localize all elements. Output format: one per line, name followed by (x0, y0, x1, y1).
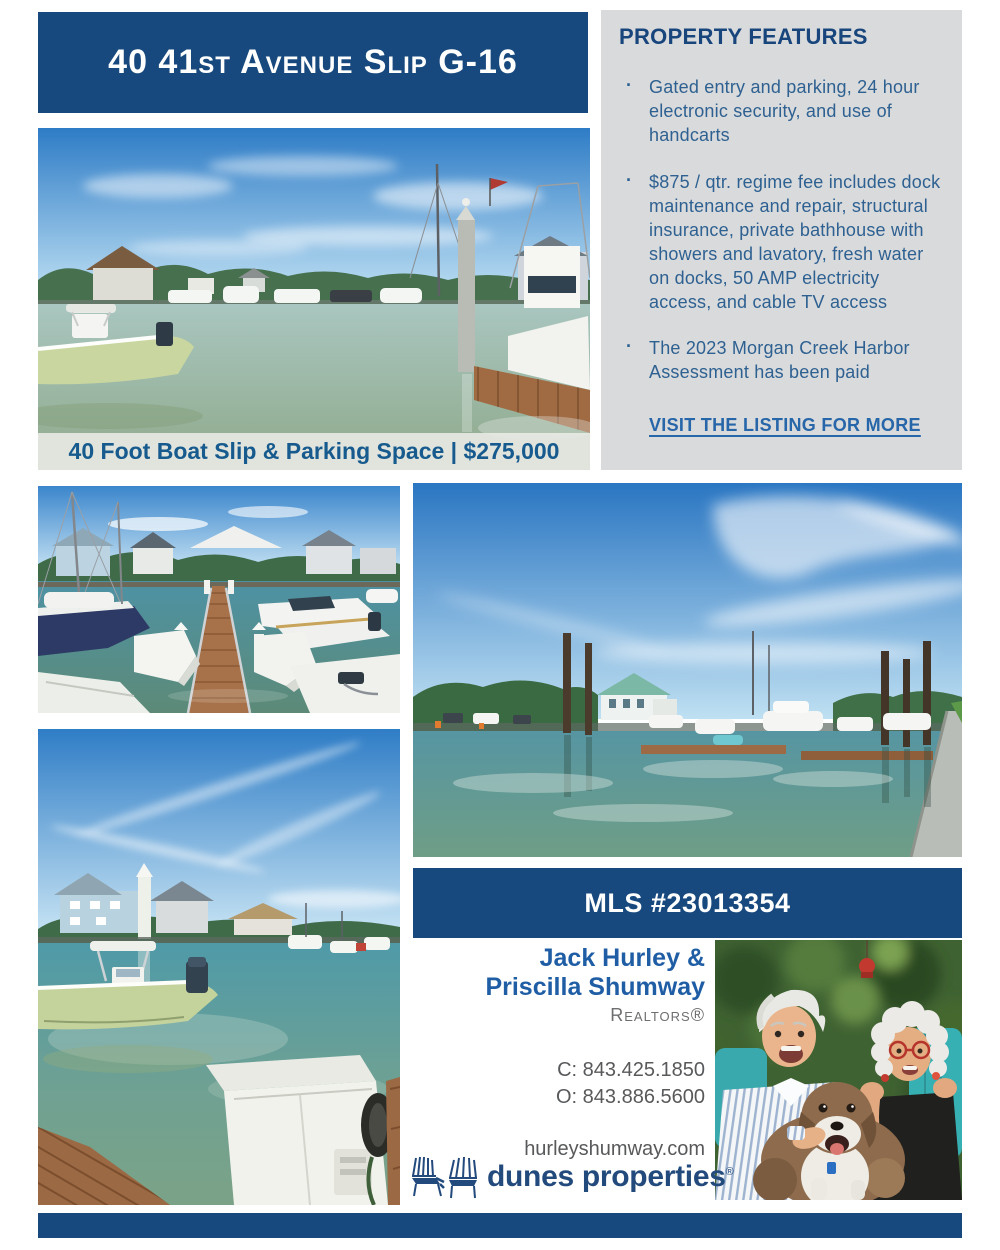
visit-listing-link[interactable]: VISIT THE LISTING FOR MORE (649, 415, 921, 436)
marina-channel-illustration (38, 128, 590, 470)
agent-name-line2: Priscilla Shumway (485, 972, 705, 1001)
brand-logo (410, 1152, 734, 1202)
mls-number: MLS #23013354 (584, 887, 791, 918)
page-title: 40 41st Avenue Slip G-16 (108, 43, 518, 81)
adirondack-chairs-icon (410, 1154, 478, 1200)
agent-cell-phone: C: 843.425.1850 (557, 1059, 705, 1081)
registered-mark: ® (725, 1166, 734, 1178)
feature-item: · $875 / qtr. regime fee includes dock maintenance and repair, structural insurance, private bathhouse with showers and lavatory, fresh water on docks, 50 AMP electricity access, and cable TV access (619, 171, 944, 315)
dock-walkway-photo (38, 486, 400, 713)
brand-name: dunes properties (487, 1160, 726, 1193)
footer-bar (38, 1213, 962, 1238)
agent-info-block (413, 944, 705, 1161)
agent-office-phone: O: 843.886.5600 (555, 1086, 705, 1108)
dock-walkway-illustration (38, 486, 400, 713)
harbor-overview-illustration (413, 483, 962, 857)
agent-name-line1: Jack Hurley & (539, 944, 705, 972)
harbor-overview-photo (413, 483, 962, 857)
features-list (619, 76, 944, 385)
price-caption-bar (38, 433, 590, 470)
feature-item: · The 2023 Morgan Creek Harbor Assessment has been paid (619, 337, 944, 385)
agent-website[interactable]: hurleyshumway.com (524, 1138, 705, 1160)
agents-portrait-illustration (715, 940, 962, 1200)
property-features-panel (601, 10, 962, 470)
agents-portrait-photo (715, 940, 962, 1200)
feature-item: · Gated entry and parking, 24 hour electronic security, and use of handcarts (619, 76, 944, 148)
features-heading: PROPERTY FEATURES (619, 24, 868, 49)
agent-phones (413, 1057, 705, 1111)
boat-slip-photo (38, 729, 400, 1205)
price-caption: 40 Foot Boat Slip & Parking Space | $275,000 (68, 438, 560, 464)
boat-slip-illustration (38, 729, 400, 1205)
hero-marina-photo (38, 128, 590, 470)
agent-title: Realtors® (610, 1005, 705, 1025)
brand-logo-text (487, 1160, 733, 1194)
title-banner (38, 12, 588, 113)
mls-banner (413, 868, 962, 938)
